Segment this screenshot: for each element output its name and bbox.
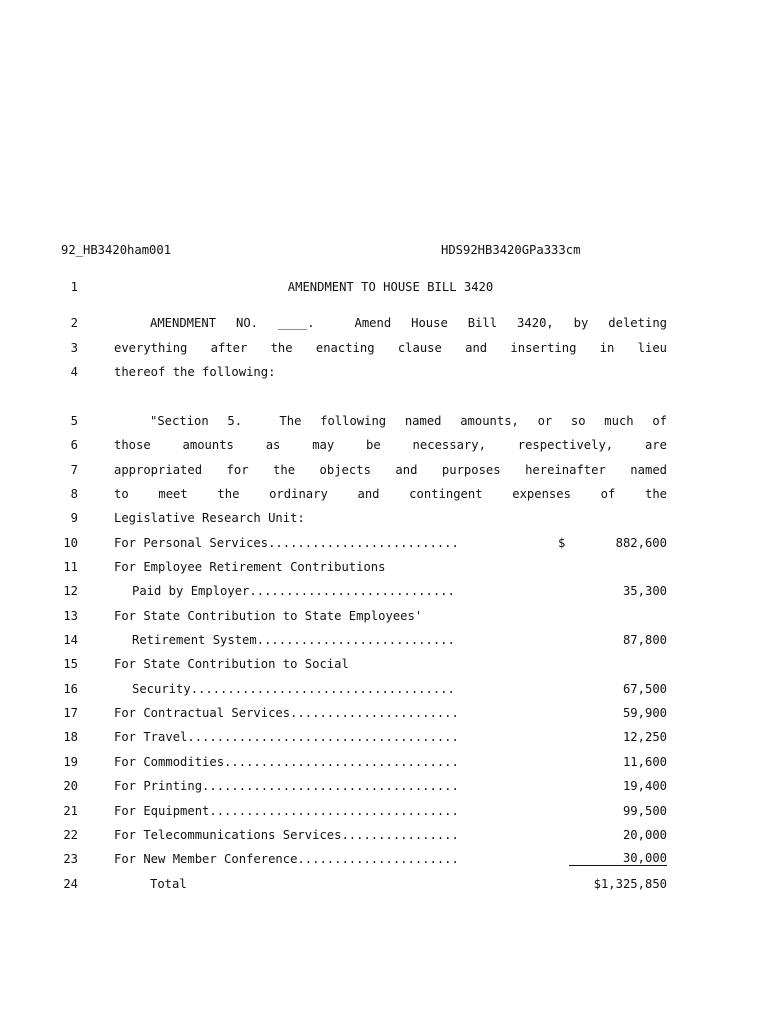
document-title: AMENDMENT TO HOUSE BILL 3420: [287, 280, 494, 294]
amount: 30,000: [569, 852, 667, 866]
line-number: 13: [63, 609, 78, 623]
document-line: [0, 511, 770, 529]
appropriation-line: [0, 804, 770, 822]
document-line: [0, 365, 770, 383]
appropriation-line: [0, 706, 770, 724]
appropriation-line: [0, 536, 770, 554]
line-number: 6: [70, 438, 78, 452]
line-text: to meet the ordinary and contingent expenses of the: [114, 487, 667, 501]
line-text: thereof the following:: [114, 365, 276, 379]
amount: 12,250: [622, 730, 667, 744]
appropriation-line: [0, 682, 770, 700]
document-line: [0, 341, 770, 359]
document-id: 92_HB3420ham001: [61, 243, 172, 257]
line-number: 11: [63, 560, 78, 574]
total-label: Total: [150, 877, 187, 891]
appropriation-line: [0, 633, 770, 651]
line-number: 17: [63, 706, 78, 720]
amount: 20,000: [622, 828, 667, 842]
line-text: appropriated for the objects and purposes hereinafter named: [114, 463, 667, 477]
line-number: 18: [63, 730, 78, 744]
line-number: 9: [70, 511, 78, 525]
amount: 99,500: [622, 804, 667, 818]
line-text: For State Contribution to State Employees': [114, 609, 423, 623]
line-number: 7: [70, 463, 78, 477]
line-number: 14: [63, 633, 78, 647]
line-text: For State Contribution to Social: [114, 657, 349, 671]
line-number: 8: [70, 487, 78, 501]
line-number: 23: [63, 852, 78, 866]
total-line: [0, 877, 770, 895]
appropriation-line: [0, 852, 770, 870]
amount: 19,400: [622, 779, 667, 793]
document-line: [0, 438, 770, 456]
line-number: 2: [70, 316, 78, 330]
line-text: those amounts as may be necessary, respectively, are: [114, 438, 667, 452]
document-line: [0, 414, 770, 432]
line-number: 20: [63, 779, 78, 793]
appropriation-line: [0, 779, 770, 797]
line-number: 19: [63, 755, 78, 769]
line-text: everything after the enacting clause and inserting in lieu: [114, 341, 667, 355]
line-number: 1: [70, 280, 78, 294]
line-text: For Contractual Services.......................: [114, 706, 459, 720]
document-line: [0, 487, 770, 505]
amount: 11,600: [622, 755, 667, 769]
line-text: For New Member Conference......................: [114, 852, 459, 866]
line-text: For Commodities................................: [114, 755, 459, 769]
line-number: 24: [63, 877, 78, 891]
line-text: Security....................................: [132, 682, 455, 696]
line-text: For Telecommunications Services................: [114, 828, 459, 842]
line-text: For Travel.....................................: [114, 730, 459, 744]
line-text: Retirement System...........................: [132, 633, 455, 647]
appropriation-line: [0, 560, 770, 578]
line-text: AMENDMENT NO. ____. Amend House Bill 3420, by deleting: [150, 316, 667, 330]
line-number: 22: [63, 828, 78, 842]
appropriation-line: [0, 584, 770, 602]
document-line: [0, 463, 770, 481]
line-number: 4: [70, 365, 78, 379]
appropriation-line: [0, 609, 770, 627]
amount: 35,300: [622, 584, 667, 598]
document-code: HDS92HB3420GPa333cm: [441, 243, 581, 257]
line-text: Legislative Research Unit:: [114, 511, 305, 525]
line-text: For Equipment..................................: [114, 804, 459, 818]
line-number: 3: [70, 341, 78, 355]
line-text: For Personal Services..........................: [114, 536, 459, 550]
document-line: [0, 316, 770, 334]
amount: 59,900: [622, 706, 667, 720]
appropriation-line: [0, 755, 770, 773]
line-number: 16: [63, 682, 78, 696]
amount: 67,500: [622, 682, 667, 696]
line-text: "Section 5. The following named amounts, or so much of: [150, 414, 667, 428]
document-line: [0, 280, 770, 298]
amount: 882,600: [615, 536, 667, 550]
line-text: Paid by Employer............................: [132, 584, 455, 598]
line-number: 10: [63, 536, 78, 550]
appropriation-line: [0, 730, 770, 748]
line-number: 21: [63, 804, 78, 818]
appropriation-line: [0, 828, 770, 846]
line-number: 5: [70, 414, 78, 428]
dollar-sign: $: [558, 536, 566, 550]
line-number: 12: [63, 584, 78, 598]
line-text: For Printing...................................: [114, 779, 459, 793]
line-number: 15: [63, 657, 78, 671]
line-text: For Employee Retirement Contributions: [114, 560, 386, 574]
appropriation-line: [0, 657, 770, 675]
amount: 87,800: [622, 633, 667, 647]
total-amount: $1,325,850: [593, 877, 667, 891]
